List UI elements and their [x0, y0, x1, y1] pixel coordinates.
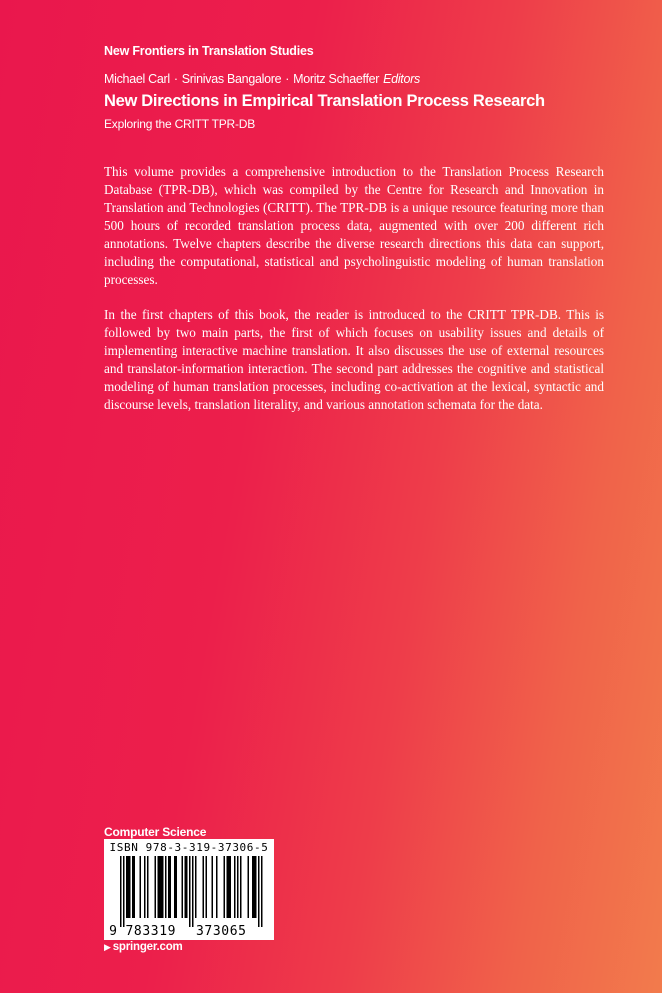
barcode-bar — [144, 856, 146, 918]
barcode-bar — [212, 856, 214, 918]
barcode-bar — [128, 856, 130, 918]
barcode-bar — [168, 856, 170, 918]
barcode-bar — [258, 856, 260, 927]
barcode-bar — [155, 856, 157, 918]
barcode-bar — [230, 856, 232, 918]
blurb-paragraph: This volume provides a comprehensive introduction to the Translation Process Research Database (TPR-DB), which was compiled by the Centre for Research and Innovation in Translation and Technologies (CRITT). The TPR-DB is a unique resource featuring more than 500 hours of recorded translation process data, augmented with over 200 different rich annotations. Twelve chapters describe the diverse research directions this data can support, including the computational, statistical and psycholinguistic modeling of human translation processes. — [104, 164, 604, 287]
arrow-icon: ▶ — [104, 942, 111, 952]
subject-category: Computer Science — [104, 825, 207, 839]
barcode-bar — [195, 856, 197, 918]
editor-name: Srinivas Bangalore — [181, 72, 282, 86]
barcode-bar — [234, 856, 236, 918]
barcode-digits: 373065 — [196, 924, 247, 939]
barcode-bar — [224, 856, 226, 918]
barcode-bar — [174, 856, 176, 918]
barcode-bar — [162, 856, 164, 918]
barcode-bar — [237, 856, 239, 918]
barcode-bar — [147, 856, 149, 918]
barcode-bar — [185, 856, 187, 918]
barcode-bar — [240, 856, 242, 918]
barcode-bar — [192, 856, 194, 927]
barcode-bar — [261, 856, 263, 927]
barcode-bar — [165, 856, 167, 918]
barcode-bar — [216, 856, 218, 918]
barcode-bar — [161, 856, 163, 918]
barcode-bar — [132, 856, 134, 918]
barcode-bar — [182, 856, 184, 918]
barcode-bar — [140, 856, 142, 918]
barcode-box — [104, 839, 274, 940]
barcode-digits: 9 — [109, 924, 117, 939]
barcode — [104, 839, 274, 940]
barcode-bar — [134, 856, 136, 918]
barcode-digits: 783319 — [125, 924, 177, 939]
barcode-bar — [203, 856, 205, 918]
book-subtitle: Exploring the CRITT TPR-DB — [104, 117, 256, 131]
editor-name: Michael Carl — [104, 72, 170, 86]
barcode-bar — [248, 856, 250, 918]
barcode-bar — [254, 856, 256, 918]
barcode-bar — [170, 856, 172, 918]
barcode-bar — [228, 856, 230, 918]
barcode-bar — [189, 856, 191, 927]
website-url: springer.com — [112, 941, 183, 953]
blurb-paragraph: In the first chapters of this book, the reader is introduced to the CRITT TPR-DB. This is followed by two main parts, the first of which focuses on usability issues and details of implementing interactive machine translation. It also discusses the use of external resources and translator-information interaction. The second part addresses the cognitive and statistical modeling of human translation processes, including co-activation at the lexical, syntactic and discourse levels, translation literality, and various annotation schemata for the data. — [104, 307, 604, 412]
barcode-bar — [126, 856, 128, 918]
barcode-bar — [120, 856, 122, 927]
barcode-bar — [186, 856, 188, 918]
editor-separator: · — [173, 72, 178, 86]
barcode-bar — [255, 856, 257, 918]
editors-line — [104, 72, 420, 86]
barcode-bar — [252, 856, 254, 918]
editors-role: Editors — [383, 72, 420, 86]
barcode-bar — [227, 856, 229, 918]
book-title: New Directions in Empirical Translation Process Research — [104, 92, 545, 110]
barcode-bar — [206, 856, 208, 918]
barcode-bar — [176, 856, 178, 918]
publisher-website[interactable] — [104, 941, 183, 953]
isbn-label: ISBN 978-3-319-37306-5 — [109, 841, 269, 854]
barcode-bar — [158, 856, 160, 918]
barcode-bar — [159, 856, 161, 918]
editor-separator: · — [285, 72, 290, 86]
editor-name: Moritz Schaeffer — [293, 72, 380, 86]
barcode-bar — [129, 856, 131, 918]
series-title: New Frontiers in Translation Studies — [104, 44, 314, 58]
barcode-bar — [123, 856, 125, 927]
